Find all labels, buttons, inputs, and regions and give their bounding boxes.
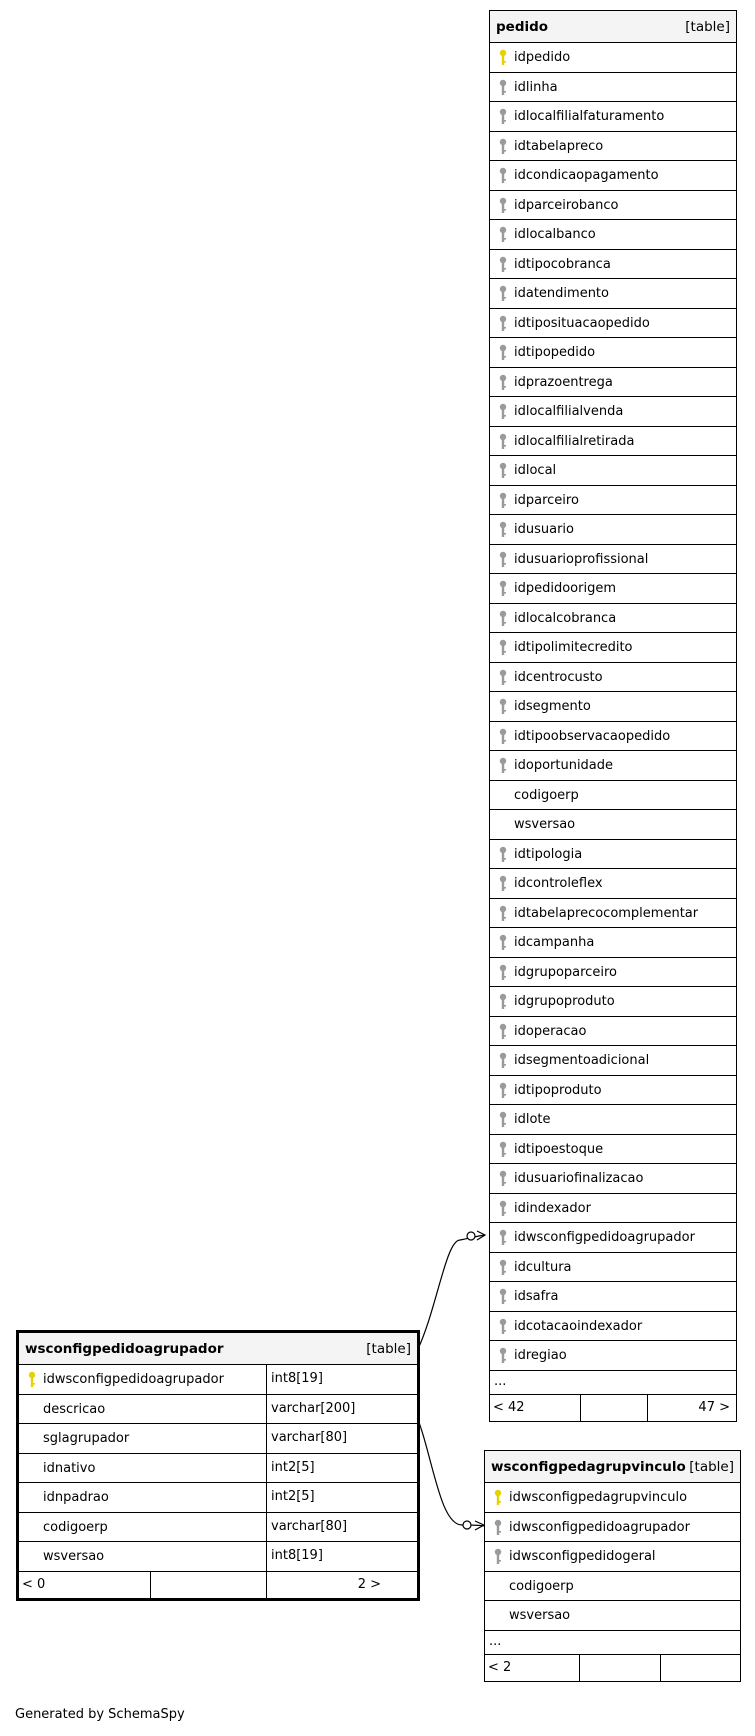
column-row[interactable]	[490, 869, 736, 899]
table-kind: [table]	[685, 19, 730, 35]
more-columns	[485, 1631, 740, 1655]
foreign-key-icon	[498, 403, 508, 421]
column-row[interactable]	[490, 397, 736, 427]
column-row[interactable]	[490, 958, 736, 988]
column-name: idgrupoparceiro	[514, 964, 617, 980]
foreign-key-icon	[498, 610, 508, 628]
column-name: idcotacaoindexador	[514, 1318, 643, 1334]
column-name: descricao	[43, 1401, 106, 1417]
column-row[interactable]	[485, 1601, 740, 1631]
table-footer	[19, 1572, 387, 1598]
column-name: idtipocobranca	[514, 256, 611, 272]
column-name: idlocalcobranca	[514, 610, 617, 626]
column-type: varchar[80]	[266, 1424, 387, 1453]
column-row[interactable]	[490, 987, 736, 1017]
column-row[interactable]	[490, 1164, 736, 1194]
table-name: pedido	[496, 19, 549, 35]
optional-marker-vinculo	[463, 1521, 471, 1529]
column-name: sglagrupador	[43, 1431, 130, 1446]
foreign-key-icon	[498, 462, 508, 480]
foreign-key-icon	[498, 875, 508, 893]
column-name: codigoerp	[509, 1578, 574, 1594]
foreign-key-icon	[498, 374, 508, 392]
column-row[interactable]	[490, 633, 736, 663]
column-row[interactable]	[490, 456, 736, 486]
column-row[interactable]	[19, 1513, 417, 1543]
parents-count[interactable]: < 42	[493, 1399, 525, 1415]
column-list	[485, 1483, 740, 1631]
foreign-key-icon	[498, 344, 508, 362]
column-row[interactable]	[490, 1017, 736, 1047]
column-row[interactable]	[490, 1312, 736, 1342]
primary-key-icon	[498, 49, 508, 67]
column-name: idtipologia	[514, 846, 583, 862]
column-row[interactable]	[490, 1341, 736, 1371]
column-name: idpedidoorigem	[514, 581, 617, 596]
foreign-key-icon	[498, 1347, 508, 1365]
foreign-key-icon	[498, 669, 508, 687]
column-name: idsafra	[514, 1289, 559, 1304]
column-name: idoperacao	[514, 1023, 587, 1039]
column-row[interactable]	[490, 73, 736, 103]
column-name: codigoerp	[43, 1519, 108, 1535]
foreign-key-icon	[498, 551, 508, 569]
column-type: int2[5]	[266, 1483, 387, 1512]
column-type: int2[5]	[266, 1454, 387, 1483]
column-type: varchar[80]	[266, 1513, 387, 1542]
foreign-key-icon	[498, 934, 508, 952]
foreign-key-icon	[498, 226, 508, 244]
table-pedido[interactable]	[489, 10, 737, 1422]
column-row[interactable]	[490, 102, 736, 132]
column-row[interactable]	[490, 1282, 736, 1312]
column-name: idparceiro	[514, 492, 579, 508]
table-kind: [table]	[689, 1459, 734, 1475]
column-type: int8[19]	[266, 1365, 387, 1394]
foreign-key-icon	[498, 492, 508, 510]
foreign-key-icon	[498, 433, 508, 451]
column-list	[19, 1365, 417, 1572]
column-row[interactable]	[490, 1194, 736, 1224]
column-name: idtipolimitecredito	[514, 640, 633, 655]
column-name: idcultura	[514, 1259, 572, 1275]
column-row[interactable]	[490, 427, 736, 457]
column-row[interactable]	[490, 928, 736, 958]
column-name: wsversao	[43, 1549, 105, 1564]
column-row[interactable]	[490, 250, 736, 280]
column-row[interactable]	[490, 279, 736, 309]
column-list	[490, 43, 736, 1371]
column-row[interactable]	[485, 1572, 740, 1602]
foreign-key-icon	[498, 905, 508, 923]
column-name: idgrupoproduto	[514, 994, 615, 1009]
column-row[interactable]	[490, 338, 736, 368]
column-name: idusuarioprofissional	[514, 551, 649, 567]
column-row[interactable]	[490, 1135, 736, 1165]
column-row[interactable]	[490, 663, 736, 693]
table-wsconfigpedagrupvinculo[interactable]	[484, 1450, 741, 1682]
column-name: idindexador	[514, 1200, 591, 1216]
foreign-key-icon	[498, 1229, 508, 1247]
foreign-key-icon	[498, 1111, 508, 1129]
foreign-key-icon	[498, 1082, 508, 1100]
foreign-key-icon	[498, 1288, 508, 1306]
column-name: idcontroleflex	[514, 876, 603, 891]
column-name: wsversao	[514, 817, 576, 832]
parents-count[interactable]: < 0	[22, 1576, 46, 1592]
foreign-key-icon	[498, 1259, 508, 1277]
column-row[interactable]	[490, 43, 736, 73]
column-row[interactable]	[490, 1253, 736, 1283]
column-row[interactable]	[490, 309, 736, 339]
children-count[interactable]: 47 >	[698, 1399, 730, 1415]
ellipsis: ...	[494, 1373, 507, 1389]
column-row[interactable]	[490, 191, 736, 221]
column-name: idtipopedido	[514, 345, 596, 360]
column-type: varchar[200]	[266, 1395, 387, 1424]
foreign-key-icon	[498, 964, 508, 982]
column-row[interactable]	[490, 692, 736, 722]
column-name: idwsconfigpedidogeral	[509, 1549, 656, 1564]
column-row[interactable]	[19, 1483, 417, 1513]
foreign-key-icon	[493, 1519, 503, 1537]
table-name: wsconfigpedidoagrupador	[25, 1341, 224, 1357]
column-name: idwsconfigpedidoagrupador	[43, 1372, 224, 1387]
column-row[interactable]	[485, 1513, 740, 1543]
foreign-key-icon	[498, 639, 508, 657]
primary-key-icon	[27, 1371, 37, 1389]
ellipsis: ...	[489, 1633, 502, 1649]
column-name: idprazoentrega	[514, 374, 613, 390]
column-name: idsegmento	[514, 699, 591, 714]
foreign-key-icon	[498, 757, 508, 775]
column-name: idregiao	[514, 1348, 567, 1363]
more-columns	[490, 1371, 736, 1395]
table-header	[19, 1333, 417, 1365]
column-row[interactable]	[490, 1046, 736, 1076]
column-name: idlocalbanco	[514, 227, 596, 242]
column-name: idusuario	[514, 522, 574, 537]
column-row[interactable]	[19, 1454, 417, 1484]
foreign-key-icon	[498, 1200, 508, 1218]
primary-key-icon	[493, 1489, 503, 1507]
column-name: idtipoobservacaopedido	[514, 728, 671, 744]
column-row[interactable]	[490, 1076, 736, 1106]
column-name: idlocalfilialvenda	[514, 404, 624, 419]
column-row[interactable]	[490, 604, 736, 634]
column-row[interactable]	[485, 1483, 740, 1513]
column-name: idtabelaprecocomplementar	[514, 905, 699, 921]
column-name: idoportunidade	[514, 758, 614, 773]
children-count[interactable]: 2 >	[357, 1576, 381, 1592]
foreign-key-icon	[498, 580, 508, 598]
optional-marker-pedido	[467, 1232, 475, 1240]
column-name: idtipoproduto	[514, 1082, 602, 1098]
column-name: wsversao	[509, 1608, 571, 1623]
column-row[interactable]	[490, 574, 736, 604]
table-wsconfigpedidoagrupador[interactable]	[16, 1330, 420, 1601]
foreign-key-icon	[498, 256, 508, 274]
column-name: idtabelapreco	[514, 138, 604, 154]
column-name: idparceirobanco	[514, 197, 619, 213]
column-name: idlocal	[514, 463, 557, 478]
column-row[interactable]	[490, 1105, 736, 1135]
column-name: idlocalfilialfaturamento	[514, 109, 665, 124]
foreign-key-icon	[493, 1548, 503, 1566]
column-row[interactable]	[490, 722, 736, 752]
foreign-key-icon	[498, 521, 508, 539]
table-header	[485, 1451, 740, 1483]
column-row[interactable]	[490, 515, 736, 545]
foreign-key-icon	[498, 197, 508, 215]
column-name: idlocalfilialretirada	[514, 433, 635, 449]
column-name: idwsconfigpedagrupvinculo	[509, 1490, 688, 1505]
column-name: idcentrocusto	[514, 669, 603, 685]
table-footer	[485, 1655, 740, 1681]
table-kind: [table]	[366, 1341, 411, 1357]
foreign-key-icon	[498, 698, 508, 716]
column-name: idnativo	[43, 1460, 96, 1476]
column-row[interactable]	[19, 1395, 417, 1425]
column-row[interactable]	[19, 1365, 417, 1395]
foreign-key-icon	[498, 1170, 508, 1188]
column-name: idtipoestoque	[514, 1141, 604, 1157]
column-row[interactable]	[490, 810, 736, 840]
column-row[interactable]	[490, 751, 736, 781]
foreign-key-icon	[498, 1141, 508, 1159]
column-name: idlinha	[514, 79, 558, 95]
column-row[interactable]	[19, 1542, 417, 1572]
table-name: wsconfigpedagrupvinculo	[491, 1459, 686, 1475]
foreign-key-icon	[498, 993, 508, 1011]
column-name: idsegmentoadicional	[514, 1053, 650, 1068]
column-row[interactable]	[490, 899, 736, 929]
foreign-key-icon	[498, 285, 508, 303]
column-name: idwsconfigpedidoagrupador	[509, 1519, 690, 1535]
column-name: codigoerp	[514, 787, 579, 803]
foreign-key-icon	[498, 1318, 508, 1336]
foreign-key-icon	[498, 138, 508, 156]
table-footer	[490, 1395, 736, 1421]
column-name: idatendimento	[514, 286, 609, 301]
column-name: idcampanha	[514, 935, 595, 950]
foreign-key-icon	[498, 79, 508, 97]
foreign-key-icon	[498, 1023, 508, 1041]
column-row[interactable]	[490, 1223, 736, 1253]
foreign-key-icon	[498, 846, 508, 864]
parents-count[interactable]: < 2	[488, 1659, 512, 1675]
foreign-key-icon	[498, 315, 508, 333]
column-row[interactable]	[490, 545, 736, 575]
column-row[interactable]	[490, 781, 736, 811]
column-type: int8[19]	[266, 1542, 387, 1571]
foreign-key-icon	[498, 728, 508, 746]
generated-by-text: Generated by SchemaSpy	[15, 1707, 185, 1722]
column-row[interactable]	[490, 840, 736, 870]
column-row[interactable]	[485, 1542, 740, 1572]
column-name: idusuariofinalizacao	[514, 1171, 644, 1186]
foreign-key-icon	[498, 167, 508, 185]
column-name: idtiposituacaopedido	[514, 315, 650, 331]
foreign-key-icon	[498, 108, 508, 126]
column-row[interactable]	[19, 1424, 417, 1454]
column-row[interactable]	[490, 132, 736, 162]
column-name: idwsconfigpedidoagrupador	[514, 1230, 695, 1245]
column-row[interactable]	[490, 486, 736, 516]
column-row[interactable]	[490, 161, 736, 191]
column-name: idlote	[514, 1112, 551, 1127]
column-row[interactable]	[490, 220, 736, 250]
column-name: idpedido	[514, 50, 571, 65]
column-name: idcondicaopagamento	[514, 168, 659, 183]
column-row[interactable]	[490, 368, 736, 398]
foreign-key-icon	[498, 1052, 508, 1070]
column-name: idnpadrao	[43, 1490, 109, 1505]
table-header	[490, 11, 736, 43]
